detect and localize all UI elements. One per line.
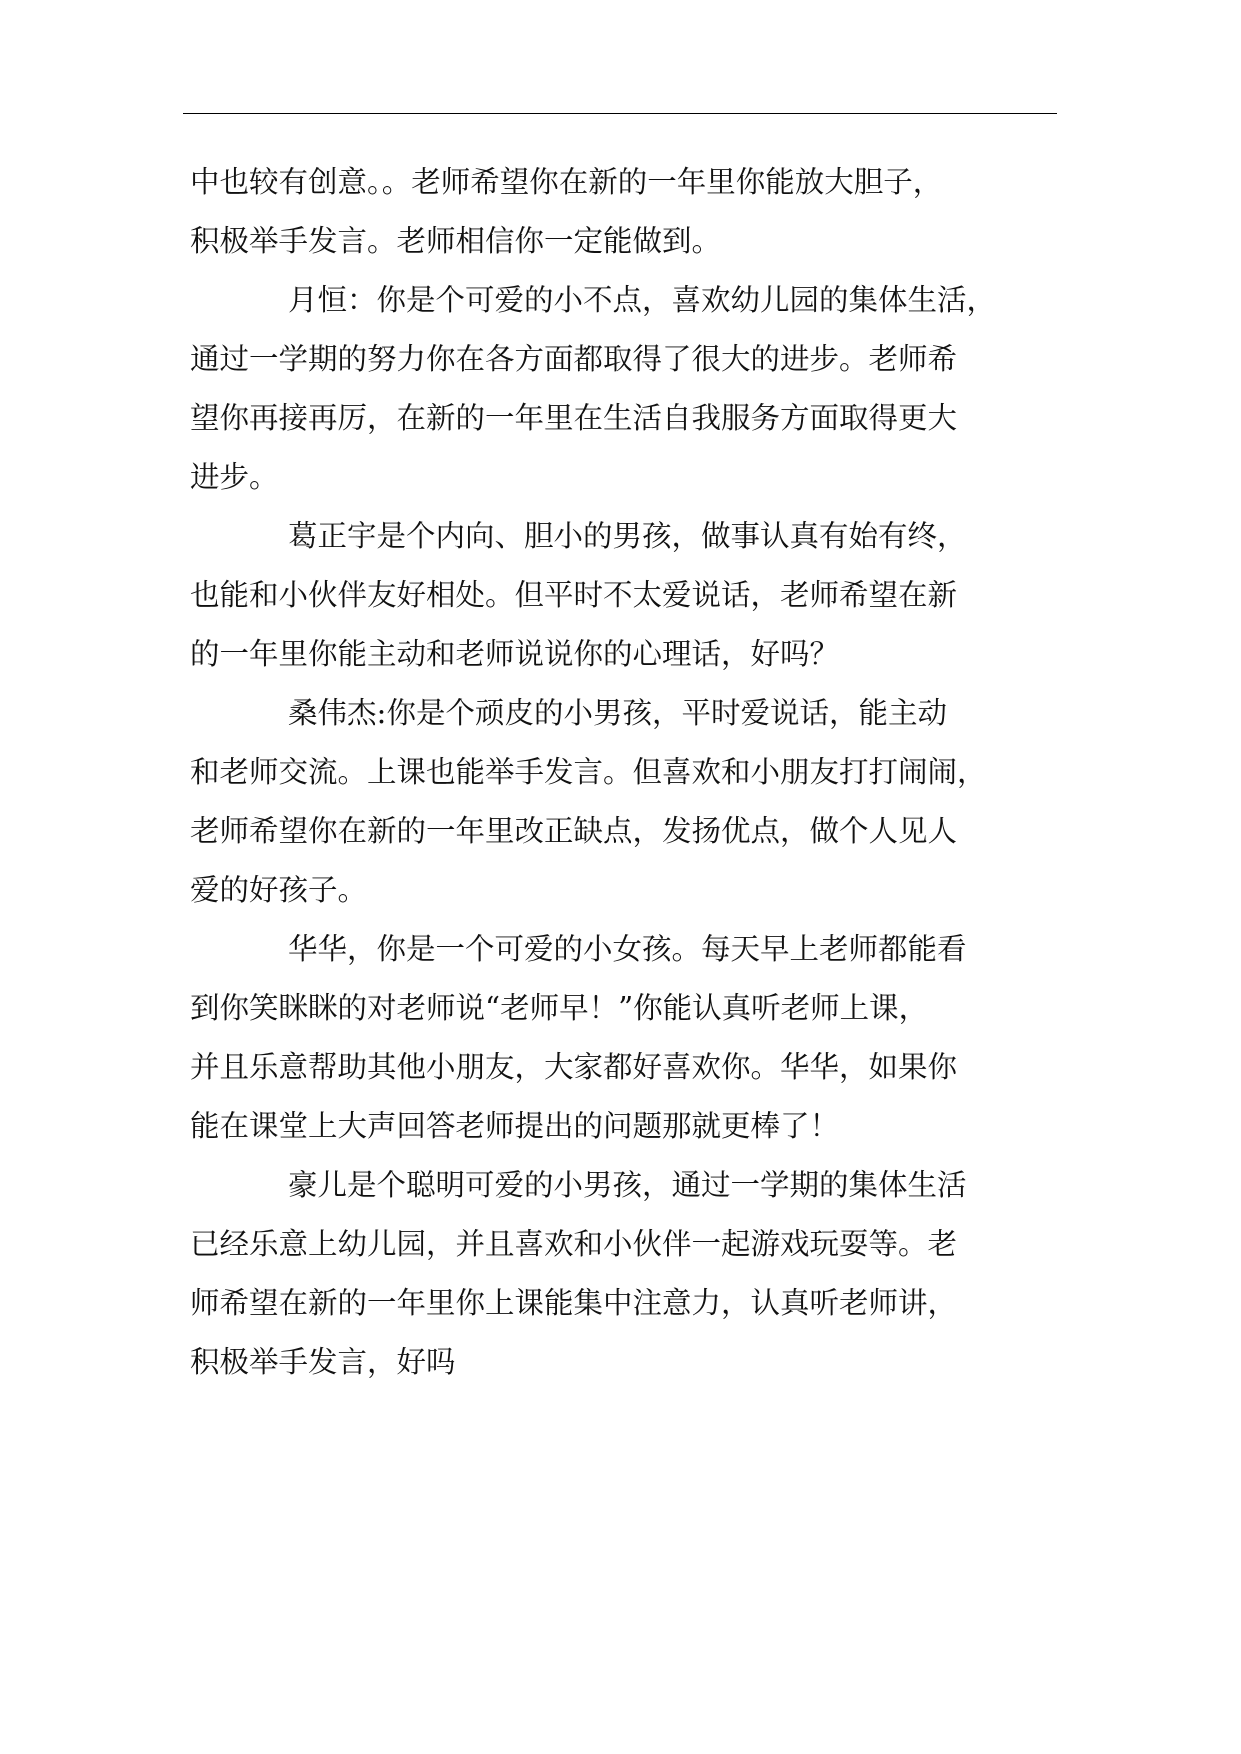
text-line: 月恒：你是个可爱的小不点，喜欢幼儿园的集体生活，	[288, 283, 997, 317]
text-line: 进步。	[190, 460, 279, 494]
paragraph	[190, 271, 1065, 507]
document-body	[190, 153, 1065, 1392]
text-line: 华华，你是一个可爱的小女孩。每天早上老师都能看	[288, 932, 967, 966]
text-line: 豪儿是个聪明可爱的小男孩，通过一学期的集体生活	[288, 1168, 967, 1202]
paragraph	[190, 153, 1065, 271]
text-line: 到你笑眯眯的对老师说“老师早！”你能认真听老师上课，	[190, 991, 929, 1025]
text-line: 已经乐意上幼儿园，并且喜欢和小伙伴一起游戏玩耍等。老	[190, 1227, 958, 1261]
paragraph	[190, 920, 1065, 1156]
text-line: 并且乐意帮助其他小朋友，大家都好喜欢你。华华，如果你	[190, 1050, 958, 1084]
text-line: 的一年里你能主动和老师说说你的心理话，好吗？	[190, 637, 840, 671]
text-line: 桑伟杰:你是个顽皮的小男孩，平时爱说话，能主动	[288, 696, 947, 730]
paragraph	[190, 507, 1065, 684]
text-line: 老师希望你在新的一年里改正缺点，发扬优点，做个人见人	[190, 814, 958, 848]
text-line: 葛正宇是个内向、胆小的男孩，做事认真有始有终，	[288, 519, 967, 553]
text-line: 望你再接再厉，在新的一年里在生活自我服务方面取得更大	[190, 401, 958, 435]
text-line: 和老师交流。上课也能举手发言。但喜欢和小朋友打打闹闹，	[190, 755, 987, 789]
text-line: 能在课堂上大声回答老师提出的问题那就更棒了！	[190, 1109, 840, 1143]
paragraph	[190, 1156, 1065, 1392]
text-line: 积极举手发言。老师相信你一定能做到。	[190, 224, 722, 258]
header-rule	[183, 113, 1057, 114]
text-line: 积极举手发言，好吗	[190, 1345, 456, 1379]
paragraph	[190, 684, 1065, 920]
text-line: 也能和小伙伴友好相处。但平时不太爱说话，老师希望在新	[190, 578, 958, 612]
text-line: 通过一学期的努力你在各方面都取得了很大的进步。老师希	[190, 342, 958, 376]
text-line: 中也较有创意。。老师希望你在新的一年里你能放大胆子，	[190, 165, 943, 199]
text-line: 爱的好孩子。	[190, 873, 368, 907]
text-line: 师希望在新的一年里你上课能集中注意力，认真听老师讲，	[190, 1286, 958, 1320]
